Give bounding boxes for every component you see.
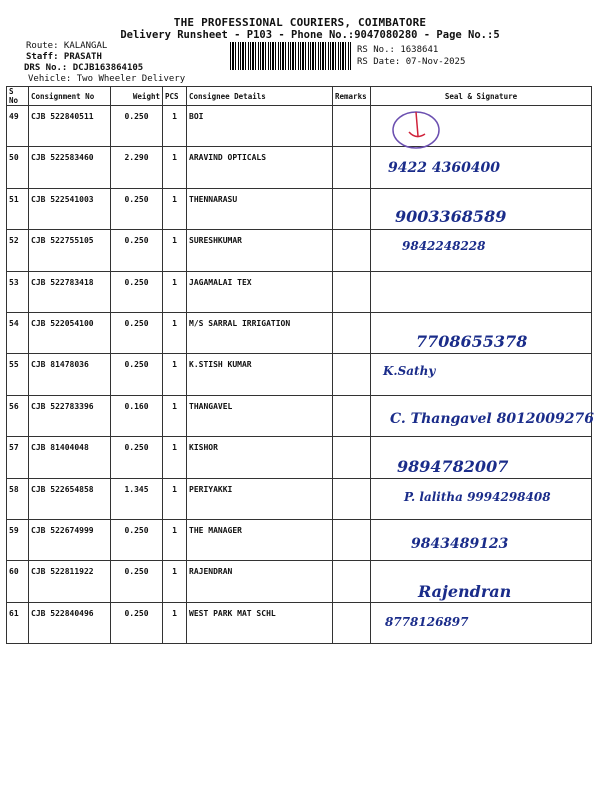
handwritten-signature: P. lalitha 9994298408 bbox=[404, 489, 551, 504]
row-weight: 0.160 bbox=[111, 395, 163, 436]
row-consignment-no: CJB 522674999 bbox=[29, 519, 111, 560]
row-signature bbox=[371, 354, 592, 395]
handwritten-signature: 8778126897 bbox=[385, 614, 469, 629]
handwritten-signature: 9003368589 bbox=[395, 206, 507, 226]
row-sno: 52 bbox=[7, 230, 29, 271]
row-remarks bbox=[333, 271, 371, 312]
col-weight: Weight bbox=[111, 87, 163, 106]
row-consignee: ARAVIND OPTICALS bbox=[187, 147, 333, 188]
row-consignee: K.STISH KUMAR bbox=[187, 354, 333, 395]
row-signature bbox=[371, 271, 592, 312]
row-pcs: 1 bbox=[163, 602, 187, 643]
vehicle-label: Vehicle: Two Wheeler Delivery bbox=[28, 74, 186, 84]
row-consignment-no: CJB 522583460 bbox=[29, 147, 111, 188]
row-pcs: 1 bbox=[163, 354, 187, 395]
row-remarks bbox=[333, 106, 371, 147]
row-consignee: BOI bbox=[187, 106, 333, 147]
table-row bbox=[7, 602, 592, 643]
table-header-row bbox=[7, 87, 592, 106]
row-consignment-no: CJB 522840511 bbox=[29, 106, 111, 147]
table-row bbox=[7, 312, 592, 353]
row-weight: 2.290 bbox=[111, 147, 163, 188]
row-weight: 1.345 bbox=[111, 478, 163, 519]
handwritten-signature: Rajendran bbox=[418, 582, 512, 602]
row-consignment-no: CJB 522811922 bbox=[29, 561, 111, 602]
row-sno: 51 bbox=[7, 188, 29, 229]
rs-number: RS No.: 1638641 bbox=[357, 45, 439, 55]
row-consignee: RAJENDRAN bbox=[187, 561, 333, 602]
row-pcs: 1 bbox=[163, 437, 187, 478]
row-weight: 0.250 bbox=[111, 312, 163, 353]
row-weight: 0.250 bbox=[111, 271, 163, 312]
col-consignment: Consignment No bbox=[29, 87, 111, 106]
seal-stamp-icon bbox=[391, 110, 441, 150]
table-row bbox=[7, 561, 592, 602]
row-consignee: THENNARASU bbox=[187, 188, 333, 229]
row-consignment-no: CJB 522054100 bbox=[29, 312, 111, 353]
table-row bbox=[7, 188, 592, 229]
row-signature bbox=[371, 312, 592, 353]
row-remarks bbox=[333, 312, 371, 353]
table-row bbox=[7, 106, 592, 147]
row-consignment-no: CJB 522654858 bbox=[29, 478, 111, 519]
row-remarks bbox=[333, 230, 371, 271]
row-pcs: 1 bbox=[163, 230, 187, 271]
table-row bbox=[7, 271, 592, 312]
row-pcs: 1 bbox=[163, 147, 187, 188]
table-row bbox=[7, 354, 592, 395]
row-remarks bbox=[333, 478, 371, 519]
row-consignee: THE MANAGER bbox=[187, 519, 333, 560]
row-weight: 0.250 bbox=[111, 437, 163, 478]
row-sno: 56 bbox=[7, 395, 29, 436]
row-remarks bbox=[333, 188, 371, 229]
row-consignment-no: CJB 522783418 bbox=[29, 271, 111, 312]
row-sno: 60 bbox=[7, 561, 29, 602]
handwritten-signature: K.Sathy bbox=[383, 364, 436, 379]
table-row bbox=[7, 519, 592, 560]
row-weight: 0.250 bbox=[111, 188, 163, 229]
row-consignee: PERIYAKKI bbox=[187, 478, 333, 519]
row-signature bbox=[371, 478, 592, 519]
row-remarks bbox=[333, 561, 371, 602]
table-row bbox=[7, 230, 592, 271]
row-pcs: 1 bbox=[163, 188, 187, 229]
row-consignee: WEST PARK MAT SCHL bbox=[187, 602, 333, 643]
row-signature bbox=[371, 147, 592, 188]
table-row bbox=[7, 395, 592, 436]
handwritten-signature: 9842248228 bbox=[402, 239, 486, 254]
route-label: Route: KALANGAL bbox=[26, 41, 108, 51]
row-remarks bbox=[333, 519, 371, 560]
row-remarks bbox=[333, 354, 371, 395]
row-consignee: KISHOR bbox=[187, 437, 333, 478]
col-signature: Seal & Signature bbox=[371, 87, 592, 106]
row-pcs: 1 bbox=[163, 395, 187, 436]
row-signature bbox=[371, 395, 592, 436]
rs-date: RS Date: 07-Nov-2025 bbox=[357, 57, 466, 67]
row-weight: 0.250 bbox=[111, 602, 163, 643]
row-consignment-no: CJB 81478036 bbox=[29, 354, 111, 395]
handwritten-signature: 9894782007 bbox=[397, 457, 509, 477]
handwritten-signature: 9843489123 bbox=[411, 535, 509, 552]
row-signature bbox=[371, 106, 592, 147]
row-signature bbox=[371, 561, 592, 602]
row-pcs: 1 bbox=[163, 271, 187, 312]
row-weight: 0.250 bbox=[111, 230, 163, 271]
company-title: THE PROFESSIONAL COURIERS, COIMBATORE bbox=[173, 16, 427, 29]
row-consignment-no: CJB 81404048 bbox=[29, 437, 111, 478]
row-remarks bbox=[333, 147, 371, 188]
row-sno: 49 bbox=[7, 106, 29, 147]
row-consignee: M/S SARRAL IRRIGATION bbox=[187, 312, 333, 353]
barcode bbox=[230, 42, 352, 70]
row-sno: 54 bbox=[7, 312, 29, 353]
row-sno: 57 bbox=[7, 437, 29, 478]
row-consignment-no: CJB 522541003 bbox=[29, 188, 111, 229]
row-signature bbox=[371, 437, 592, 478]
row-consignee: JAGAMALAI TEX bbox=[187, 271, 333, 312]
row-remarks bbox=[333, 602, 371, 643]
row-weight: 0.250 bbox=[111, 106, 163, 147]
row-consignee: THANGAVEL bbox=[187, 395, 333, 436]
row-pcs: 1 bbox=[163, 519, 187, 560]
handwritten-signature: 9422 4360400 bbox=[388, 160, 501, 177]
row-weight: 0.250 bbox=[111, 354, 163, 395]
row-signature bbox=[371, 602, 592, 643]
table-row bbox=[7, 437, 592, 478]
row-sno: 59 bbox=[7, 519, 29, 560]
handwritten-signature: C. Thangavel 8012009276 bbox=[390, 410, 594, 427]
row-signature bbox=[371, 188, 592, 229]
runsheet-subtitle: Delivery Runsheet - P103 - Phone No.:9047080280 - Page No.:5 bbox=[120, 29, 500, 41]
col-sno: S No bbox=[7, 87, 29, 106]
row-weight: 0.250 bbox=[111, 519, 163, 560]
col-pcs: PCS bbox=[163, 87, 187, 106]
staff-label: Staff: PRASATH bbox=[26, 52, 102, 62]
col-consignee: Consignee Details bbox=[187, 87, 333, 106]
table-row bbox=[7, 478, 592, 519]
row-sno: 61 bbox=[7, 602, 29, 643]
row-signature bbox=[371, 230, 592, 271]
row-sno: 58 bbox=[7, 478, 29, 519]
row-pcs: 1 bbox=[163, 561, 187, 602]
row-pcs: 1 bbox=[163, 106, 187, 147]
col-remarks: Remarks bbox=[333, 87, 371, 106]
row-consignment-no: CJB 522755105 bbox=[29, 230, 111, 271]
row-remarks bbox=[333, 395, 371, 436]
row-pcs: 1 bbox=[163, 478, 187, 519]
row-sno: 53 bbox=[7, 271, 29, 312]
row-consignment-no: CJB 522840496 bbox=[29, 602, 111, 643]
row-consignment-no: CJB 522783396 bbox=[29, 395, 111, 436]
row-remarks bbox=[333, 437, 371, 478]
row-pcs: 1 bbox=[163, 312, 187, 353]
row-sno: 50 bbox=[7, 147, 29, 188]
drs-number: DRS No.: DCJB163864105 bbox=[24, 63, 144, 73]
row-signature bbox=[371, 519, 592, 560]
row-sno: 55 bbox=[7, 354, 29, 395]
row-weight: 0.250 bbox=[111, 561, 163, 602]
row-consignee: SURESHKUMAR bbox=[187, 230, 333, 271]
handwritten-signature: 7708655378 bbox=[416, 331, 528, 351]
table-row bbox=[7, 147, 592, 188]
runsheet-table bbox=[6, 86, 592, 644]
